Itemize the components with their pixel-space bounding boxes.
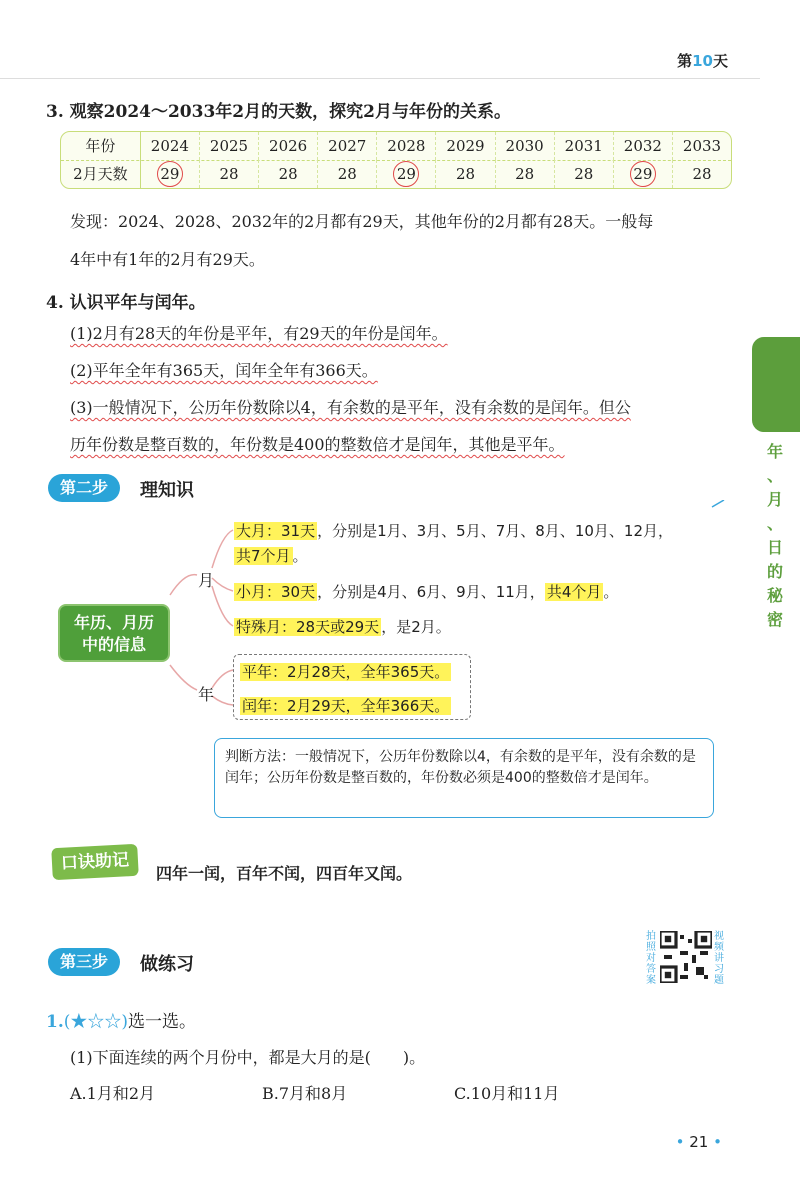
year-cell: 2028 [377, 132, 436, 160]
days-cell: 28 [318, 160, 377, 188]
days-cell: 28 [555, 160, 614, 188]
year-branch-label: 年 [198, 685, 215, 704]
circled-days: 29 [393, 161, 419, 187]
circled-days: 29 [157, 161, 183, 187]
exercise-1-title: 1.(★☆☆)选一选。 [46, 1012, 197, 1032]
days-cell: 28 [436, 160, 495, 188]
day-label: 第10天 [677, 52, 728, 70]
finding-line-2: 4年中有1年的2月有29天。 [70, 250, 265, 269]
chapter-side-tab [752, 337, 800, 432]
days-cell [614, 160, 673, 188]
days-cell: 28 [200, 160, 259, 188]
page-number: • 21 • [675, 1133, 722, 1151]
mindmap-center: 年历、月历 中的信息 [58, 604, 170, 662]
q4-point-2: (2)平年全年有365天，闰年全年有366天。 [70, 361, 378, 380]
year-cell: 2026 [259, 132, 318, 160]
q4-point-3-line-1: (3)一般情况下，公历年份数除以4，有余数的是平年，没有余数的是闰年。但公 [70, 398, 631, 417]
step2-title: 理知识 [140, 480, 194, 501]
leap-year-info: 闰年：2月29天，全年366天。 [242, 697, 450, 715]
q4-point-1: (1)2月有28天的年份是平年，有29天的年份是闰年。 [70, 324, 448, 343]
q4-point-3-line-2: 历年份数是整百数的，年份数是400的整数倍才是闰年，其他是平年。 [70, 435, 565, 454]
step2-badge: 第二步 [48, 474, 120, 502]
year-cell: 2032 [614, 132, 673, 160]
year-cell: 2030 [496, 132, 555, 160]
days-cell: 28 [496, 160, 555, 188]
mnemonic-text: 四年一闰，百年不闰，四百年又闰。 [156, 864, 413, 883]
step3-badge: 第三步 [48, 948, 120, 976]
days-cell: 28 [259, 160, 318, 188]
q3-title: 3. 观察2024～2033年2月的天数，探究2月与年份的关系。 [46, 102, 511, 122]
common-year-info: 平年：2月28天，全年365天。 [242, 663, 450, 681]
small-month-info: 小月：30天 ，分别是4月、6月、9月、11月， 共4个月 。 [236, 583, 619, 601]
option-c[interactable]: C.10月和11月 [454, 1084, 560, 1103]
days-cell [377, 160, 436, 188]
exercise-1-question-1: (1)下面连续的两个月份中，都是大月的是( )。 [70, 1048, 426, 1067]
big-month-info: 大月：31天 ，分别是1月、3月、5月、7月、8月、10月、12月， [236, 522, 673, 540]
judge-method-note: 判断方法：一般情况下，公历年份数除以4，有余数的是平年，没有余数的是闰年；公历年份数是整百数的，年份数必须是400的整数倍才是闰年。 [214, 738, 714, 818]
header-divider [0, 78, 760, 79]
mnemonic-badge: 口诀助记 [51, 844, 139, 880]
year-row-head: 年份 [61, 132, 141, 160]
days-cell [141, 160, 200, 188]
days-cell: 28 [692, 165, 712, 183]
year-cell: 2031 [555, 132, 614, 160]
year-cell: 2024 [141, 132, 200, 160]
difficulty-stars-icon: ★☆☆ [70, 1012, 122, 1032]
year-cell: 2029 [436, 132, 495, 160]
year-cell: 2027 [318, 132, 377, 160]
year-cell: 2025 [200, 132, 259, 160]
days-row [61, 160, 731, 188]
option-b[interactable]: B.7月和8月 [262, 1084, 348, 1103]
big-month-count: 共7个月 。 [236, 547, 308, 565]
circled-days: 29 [630, 161, 656, 187]
chapter-side-title: 年 、 月 、 日 的 秘 密 [766, 442, 783, 629]
month-branch-label: 月 [198, 571, 215, 590]
finding-line-1: 发现：2024、2028、2032年的2月都有29天，其他年份的2月都有28天。一般每 [70, 212, 654, 231]
step3-title: 做练习 [140, 954, 194, 975]
qr-code-icon[interactable] [660, 931, 712, 983]
qr-right-caption: 视频讲习题 [714, 931, 724, 986]
special-month-info: 特殊月：28天或29天 ，是2月。 [236, 618, 451, 636]
q4-title: 4. 认识平年与闰年。 [46, 293, 206, 313]
year-table [60, 131, 732, 189]
year-cell: 2033 [682, 137, 722, 155]
qr-left-caption: 拍照对答案 [646, 931, 656, 986]
option-a[interactable]: A.1月和2月 [70, 1084, 156, 1103]
year-row [61, 132, 731, 161]
days-row-head: 2月天数 [61, 160, 141, 188]
